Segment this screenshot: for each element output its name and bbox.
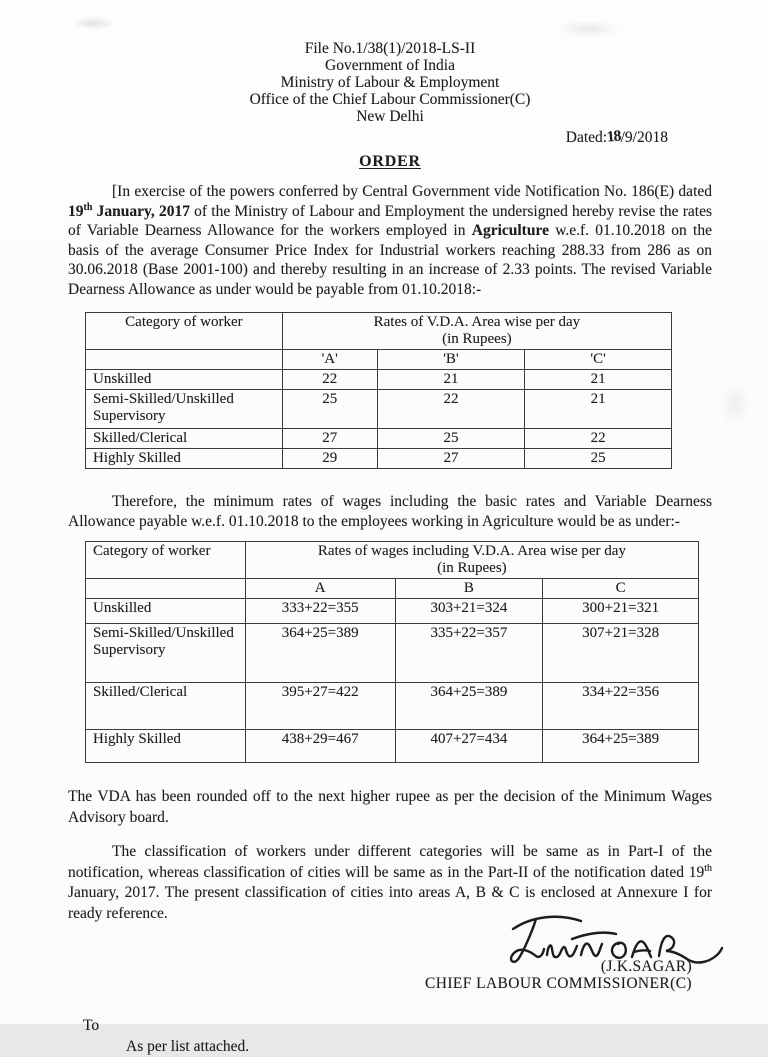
signatory-designation: CHIEF LABOUR COMMISSIONER(C) [425, 975, 692, 992]
value-cell: 307+21=328 [543, 624, 699, 683]
value-cell: 364+25=389 [395, 683, 543, 730]
table2-rates-header [245, 542, 698, 579]
table2-category-header: Category of worker [86, 542, 246, 579]
table2-area-a: A [245, 579, 395, 599]
paragraph-therefore: Therefore, the minimum rates of wages including the basic rates and Variable Dearness Allowance payable w.e.f. 01.10.2018 to the employees working in Agriculture would be as under:- [68, 493, 712, 530]
table2-row-unskilled [86, 599, 699, 624]
category-cell: Highly Skilled [86, 730, 246, 763]
dated-label: Dated: [565, 129, 608, 146]
to-label: To [83, 1017, 100, 1034]
table2-row-highly-skilled [86, 730, 699, 763]
value-cell: 438+29=467 [245, 730, 395, 763]
paragraph-powers-seg1: [In exercise of the powers conferred by Central Government vide Notification No. 186(E) dated [112, 183, 712, 200]
table1-category-header: Category of worker [86, 313, 283, 350]
table1-header-row [86, 313, 672, 350]
bold-date-rest: January, 2017 [92, 202, 190, 220]
scan-smudge [718, 380, 752, 428]
value-cell: 25 [377, 429, 525, 449]
table1-row-semi-skilled [86, 390, 672, 429]
government-line: Government of India [325, 57, 455, 74]
category-cell: Unskilled [86, 599, 246, 624]
table2-empty-cell [86, 579, 246, 599]
bold-date-ordinal: th [83, 201, 93, 213]
table1-area-row [86, 350, 672, 370]
value-cell: 335+22=357 [395, 624, 543, 683]
category-cell: Semi-Skilled/Unskilled Supervisory [86, 624, 246, 683]
bold-sector-agriculture: Agriculture [471, 222, 549, 239]
table2-row-skilled [86, 683, 699, 730]
order-heading-text: ORDER [359, 153, 421, 170]
category-cell: Unskilled [86, 370, 283, 390]
category-cell: Semi-Skilled/Unskilled Supervisory [86, 390, 283, 429]
dated-rest: /9/2018 [620, 129, 668, 146]
paragraph-vda-rounding: The VDA has been rounded off to the next higher rupee as per the decision of the Minimum Wages Advisory board. [68, 788, 712, 826]
table2-header-row [86, 542, 699, 579]
table1-rates-header-line1: Rates of V.D.A. Area wise per day [373, 314, 581, 330]
table1-empty-cell [86, 350, 283, 370]
ordinal-th: th [704, 862, 712, 874]
value-cell: 364+25=389 [543, 730, 699, 763]
table1-row-skilled [86, 429, 672, 449]
paragraph-powers-seg3: w.e.f. 01.10.2018 on the basis of the average Consumer Price Index for Industrial workers reaching 288.33 from 286 as on 30.06.2018 (Base 2001-100) and thereby resulting in an increase of 2.33 points. The revised Variable Dearness Allowance as under would be payable from 01.10.2018:- [68, 222, 712, 298]
table2-area-c: C [543, 579, 699, 599]
scan-smudge [72, 16, 116, 30]
value-cell: 303+21=324 [395, 599, 543, 624]
table2-rates-header-line2: (in Rupees) [437, 560, 507, 576]
bold-date-day: 19 [68, 202, 84, 220]
value-cell: 25 [282, 390, 377, 429]
value-cell: 21 [525, 390, 672, 429]
category-cell: Skilled/Clerical [86, 683, 246, 730]
value-cell: 300+21=321 [543, 599, 699, 624]
value-cell: 334+22=356 [543, 683, 699, 730]
table1-area-a: 'A' [282, 350, 377, 370]
table1-rates-header-line2: (in Rupees) [442, 331, 512, 347]
table2-area-b: B [395, 579, 543, 599]
paragraph-powers-seg2: of the Ministry of Labour and Employment the undersigned hereby revise the rates of Variable Dearness Allowance for the workers employed in [68, 202, 713, 239]
order-heading [68, 153, 712, 171]
table1-row-highly-skilled [86, 449, 672, 469]
paragraph-powers [68, 182, 712, 299]
value-cell: 22 [525, 429, 672, 449]
value-cell: 21 [525, 370, 672, 390]
value-cell: 395+27=422 [245, 683, 395, 730]
value-cell: 333+22=355 [245, 599, 395, 624]
table1-row-unskilled [86, 370, 672, 390]
value-cell: 407+27=434 [395, 730, 543, 763]
table2-area-row [86, 579, 699, 599]
list-attached-line: As per list attached. [126, 1038, 250, 1055]
table1-rates-header [282, 313, 671, 350]
value-cell: 22 [282, 370, 377, 390]
paragraph-classification-seg1: The classification of workers under different categories will be same as in Part-I of the notification, whereas classification of cities will be same as in the Part-II of the notification dated 19 [68, 843, 712, 881]
table1-area-c: 'C' [525, 350, 672, 370]
wages-including-vda-table [85, 541, 699, 763]
file-number: File No.1/38(1)/2018-LS-II [304, 40, 476, 57]
value-cell: 22 [377, 390, 525, 429]
city-line: New Delhi [356, 108, 424, 125]
value-cell: 27 [377, 449, 525, 469]
office-line: Office of the Chief Labour Commissioner(C) [249, 91, 531, 108]
bold-notification-date [68, 203, 190, 220]
dated-line [68, 129, 712, 147]
signatory-name: (J.K.SAGAR) [600, 958, 692, 975]
handwritten-date-day: 18 [606, 127, 622, 146]
table1-area-b: 'B' [377, 350, 525, 370]
ministry-line: Ministry of Labour & Employment [280, 74, 500, 91]
letterhead [68, 40, 712, 125]
table2-rates-header-line1: Rates of wages including V.D.A. Area wise per day [317, 543, 626, 559]
value-cell: 25 [525, 449, 672, 469]
table2-row-semi-skilled [86, 624, 699, 683]
paragraph-classification-seg2: January, 2017. The present classification of cities into areas A, B & C is enclosed at Annexure I for ready reference. [68, 884, 712, 922]
value-cell: 29 [282, 449, 377, 469]
addressee-block [68, 1016, 712, 1057]
category-cell: Highly Skilled [86, 449, 283, 469]
vda-rates-table [85, 312, 672, 469]
value-cell: 364+25=389 [245, 624, 395, 683]
category-cell: Skilled/Clerical [86, 429, 283, 449]
value-cell: 21 [377, 370, 525, 390]
value-cell: 27 [282, 429, 377, 449]
scan-smudge [556, 20, 622, 38]
